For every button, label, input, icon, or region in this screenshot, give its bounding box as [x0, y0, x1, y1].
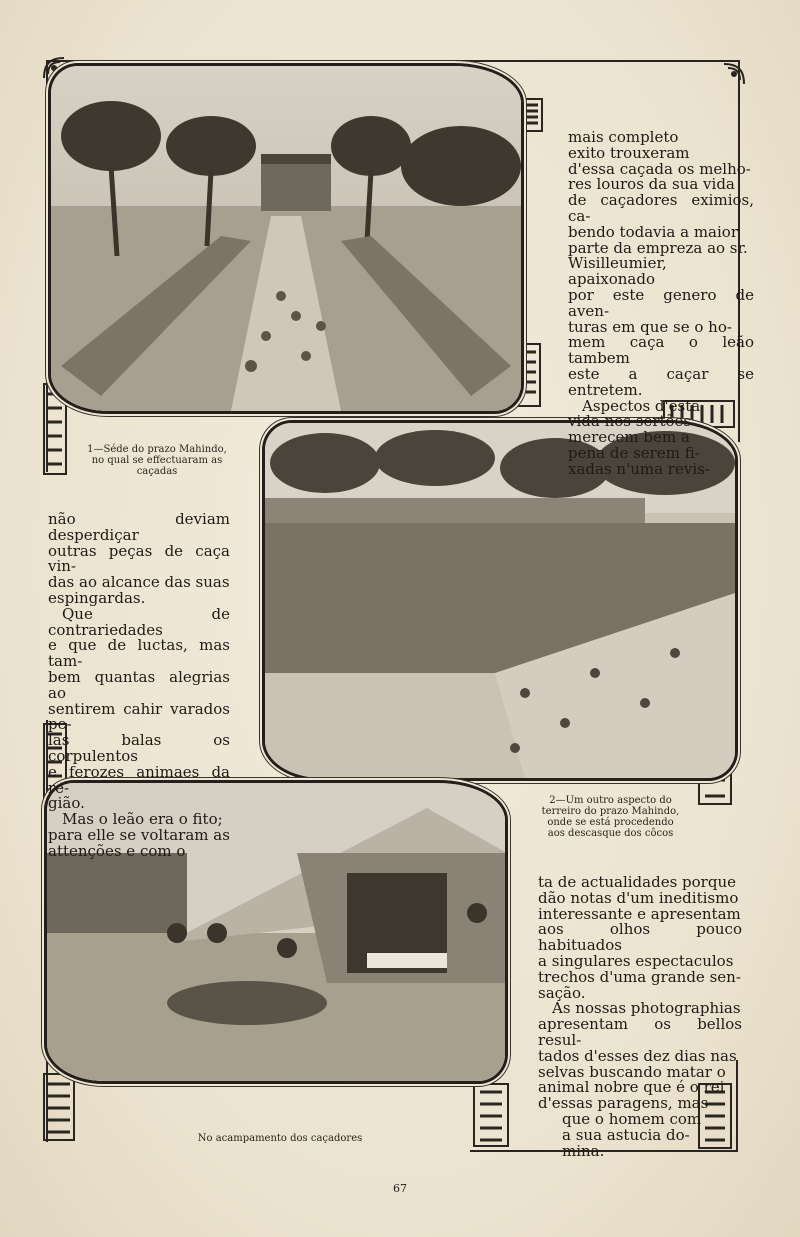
text-right-top	[568, 130, 754, 478]
text-line: animal nobre que é o rei	[538, 1078, 725, 1097]
text-line: por este genero de aven-	[568, 285, 754, 320]
text-line: tados d'esses dez dias nas	[538, 1046, 737, 1065]
text-line: para elle se voltaram as	[48, 825, 230, 844]
text-line: e ferozes animaes da re-	[48, 762, 230, 797]
text-left-middle	[48, 512, 230, 860]
text-line: trechos d'uma grande sen-	[538, 967, 741, 986]
text-line: dão notas d'um ineditismo	[538, 888, 739, 907]
text-line: espingardas.	[48, 588, 146, 607]
text-line: Wisilleumier, apaixonado	[568, 254, 667, 289]
text-line: mais completo	[568, 128, 679, 146]
text-line: das ao alcance das suas	[48, 573, 230, 592]
text-line: Aspectos d'esta	[582, 396, 701, 415]
text-line: apresentam os bellos resul-	[538, 1015, 742, 1049]
text-line: ta de actualidades porque	[538, 873, 736, 891]
text-line: sentirem cahir varados pe-	[48, 699, 230, 734]
text-line: sação.	[538, 983, 586, 1002]
text-line: las balas os corpulentos	[48, 731, 230, 765]
scroll-ornament-icon	[470, 1080, 514, 1150]
caption-photo-2: 2—Um outro aspecto do terreiro do prazo Mahindo, onde se está procedendo aos descasque dos côcos	[541, 795, 680, 839]
text-line: d'essas paragens, mas	[538, 1094, 709, 1113]
palm-plantation-photo-icon	[51, 66, 521, 411]
text-line: a singulares espectaculos	[538, 951, 734, 970]
text-line: xadas n'uma revis-	[568, 459, 710, 478]
text-line: Mas o leão era o fito;	[62, 810, 223, 829]
caption-photo-1: 1—Séde do prazo Mahindo, no qual se effectuaram as caçadas	[87, 444, 227, 477]
text-line: outras peças de caça vin-	[48, 541, 230, 576]
text-line: res louros da sua vida	[568, 175, 735, 194]
text-line: que o homem com	[562, 1109, 702, 1128]
caption-photo-3: No acampamento dos caçadores	[197, 1133, 363, 1144]
page-number: 67	[393, 1182, 407, 1195]
text-line: bendo todavia a maior	[568, 222, 739, 241]
corner-ornament-icon	[720, 60, 748, 88]
text-right-bottom	[538, 875, 742, 1159]
text-line: selvas buscando matar o	[538, 1062, 726, 1081]
text-line: aos olhos pouco habituados	[538, 920, 742, 955]
frame-border-top	[46, 60, 740, 62]
text-line: As nossas photographias	[552, 999, 741, 1018]
text-line: de caçadores eximios, ca-	[568, 191, 754, 225]
scroll-ornament-icon	[40, 1070, 80, 1145]
text-line: Que de contrariedades	[48, 604, 230, 639]
text-line: bem quantas alegrias ao	[48, 667, 230, 702]
text-line: gião.	[48, 794, 85, 813]
text-line: interessante e apresentam	[538, 904, 741, 923]
text-line: merecem bem a	[568, 428, 690, 447]
text-line: este a caçar se entretem.	[568, 364, 754, 399]
text-line: turas em que se o ho-	[568, 317, 732, 336]
text-line: parte da empreza ao sr.	[568, 238, 748, 257]
text-line: d'essa caçada os melho-	[568, 159, 751, 178]
text-line: attenções e com o	[48, 841, 186, 860]
text-line: e que de luctas, mas tam-	[48, 636, 230, 671]
photo-prazo-mahindo	[48, 63, 524, 414]
text-line: mem caça o leão tambem	[568, 333, 754, 368]
text-line: vida nos sertões	[568, 412, 692, 431]
text-line: mina.	[562, 1141, 605, 1160]
text-line: a sua astucia do-	[562, 1125, 690, 1144]
text-line: exito trouxeram	[568, 143, 690, 162]
text-line: pena de serem fi-	[568, 443, 700, 462]
text-line: não deviam desperdiçar	[48, 510, 230, 544]
